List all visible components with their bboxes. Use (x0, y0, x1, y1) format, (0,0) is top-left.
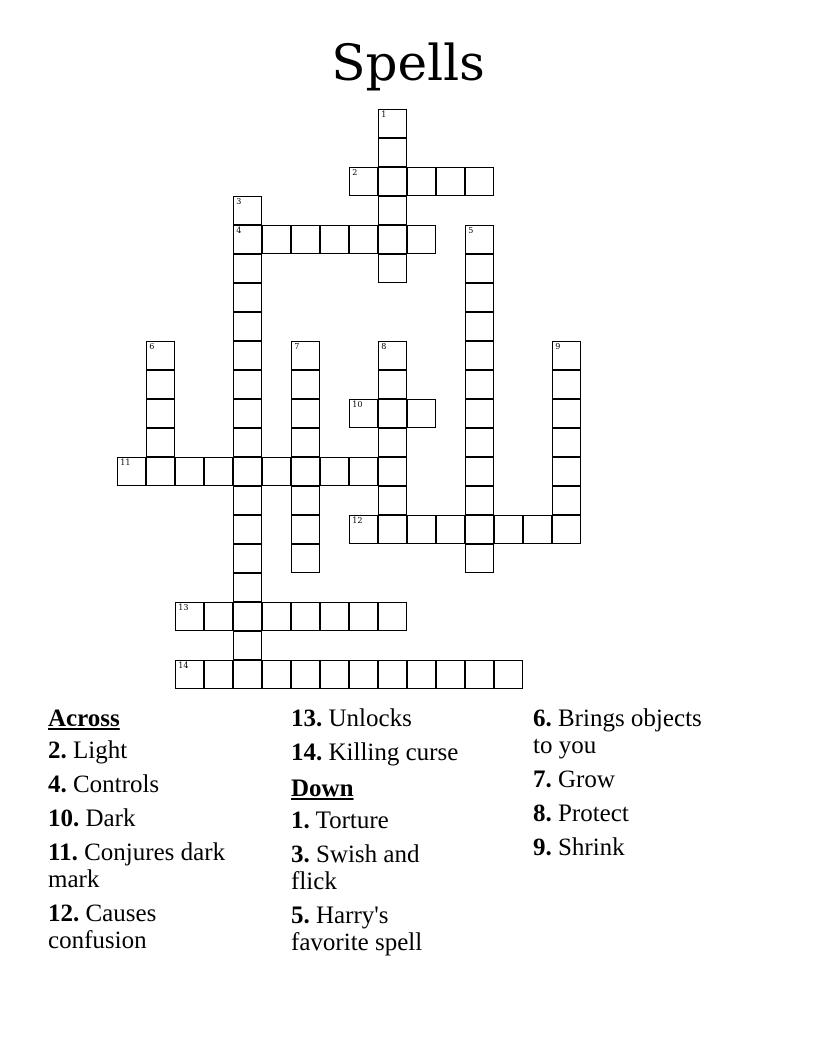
grid-cell[interactable] (349, 660, 378, 689)
grid-cell[interactable] (320, 457, 349, 486)
grid-cell[interactable] (291, 225, 320, 254)
grid-cell[interactable] (349, 167, 378, 196)
grid-cell[interactable] (291, 486, 320, 515)
grid-cell[interactable] (349, 602, 378, 631)
clue-down-3: 3. Swish and flick (291, 841, 420, 895)
grid-cell[interactable] (465, 370, 494, 399)
grid-cell[interactable] (465, 312, 494, 341)
clue-number: 5 (468, 226, 474, 236)
grid-cell[interactable] (465, 544, 494, 573)
grid-cell[interactable] (378, 225, 407, 254)
grid-cell[interactable] (204, 660, 233, 689)
grid-cell[interactable] (552, 399, 581, 428)
grid-cell[interactable] (175, 660, 204, 689)
grid-cell[interactable] (291, 428, 320, 457)
clue-number: 1 (381, 110, 387, 120)
grid-cell[interactable] (262, 225, 291, 254)
grid-cell[interactable] (407, 399, 436, 428)
grid-cell[interactable] (146, 428, 175, 457)
clue-across-12: 12. Causes confusion (48, 900, 157, 954)
grid-cell[interactable] (378, 167, 407, 196)
grid-cell[interactable] (407, 660, 436, 689)
grid-cell[interactable] (204, 457, 233, 486)
clue-down-5: 5. Harry's favorite spell (291, 902, 423, 956)
grid-cell[interactable] (291, 370, 320, 399)
grid-cell[interactable] (146, 341, 175, 370)
grid-cell[interactable] (320, 602, 349, 631)
clue-down-9: 9. Shrink (533, 834, 625, 861)
grid-cell[interactable] (349, 457, 378, 486)
clue-number: 10 (352, 400, 363, 410)
grid-cell[interactable] (378, 602, 407, 631)
grid-cell[interactable] (465, 428, 494, 457)
clue-across-2: 2. Light (48, 737, 128, 764)
across-heading: Across (48, 705, 120, 732)
clue-number: 14 (178, 661, 189, 671)
grid-cell[interactable] (262, 660, 291, 689)
grid-cell[interactable] (465, 167, 494, 196)
grid-cell[interactable] (320, 660, 349, 689)
grid-cell[interactable] (291, 660, 320, 689)
grid-cell[interactable] (378, 399, 407, 428)
grid-cell[interactable] (465, 486, 494, 515)
clue-down-1: 1. Torture (291, 807, 389, 834)
clue-number: 13 (178, 603, 189, 613)
grid-cell[interactable] (378, 109, 407, 138)
grid-cell[interactable] (378, 428, 407, 457)
grid-cell[interactable] (262, 457, 291, 486)
grid-cell[interactable] (378, 138, 407, 167)
grid-cell[interactable] (146, 399, 175, 428)
grid-cell[interactable] (233, 602, 262, 631)
grid-cell[interactable] (233, 370, 262, 399)
grid-cell[interactable] (552, 370, 581, 399)
clue-down-6: 6. Brings objects to you (533, 705, 702, 759)
grid-cell[interactable] (233, 283, 262, 312)
grid-cell[interactable] (291, 515, 320, 544)
grid-cell[interactable] (262, 602, 291, 631)
grid-cell[interactable] (378, 254, 407, 283)
grid-cell[interactable] (233, 515, 262, 544)
grid-cell[interactable] (233, 341, 262, 370)
grid-cell[interactable] (175, 602, 204, 631)
grid-cell[interactable] (233, 573, 262, 602)
grid-cell[interactable] (349, 515, 378, 544)
clue-down-8: 8. Protect (533, 800, 629, 827)
clue-across-13: 13. Unlocks (291, 705, 412, 732)
grid-cell[interactable] (465, 457, 494, 486)
grid-cell[interactable] (494, 660, 523, 689)
grid-cell[interactable] (552, 486, 581, 515)
clue-number: 3 (236, 197, 242, 207)
grid-cell[interactable] (233, 254, 262, 283)
grid-cell[interactable] (233, 399, 262, 428)
grid-cell[interactable] (465, 660, 494, 689)
grid-cell[interactable] (204, 602, 233, 631)
grid-cell[interactable] (291, 602, 320, 631)
clue-column-3 (533, 703, 773, 868)
grid-cell[interactable] (146, 370, 175, 399)
grid-cell[interactable] (291, 457, 320, 486)
grid-cell[interactable] (378, 660, 407, 689)
clue-number: 4 (236, 226, 242, 236)
grid-cell[interactable] (465, 225, 494, 254)
grid-cell[interactable] (436, 167, 465, 196)
grid-cell[interactable] (349, 225, 378, 254)
grid-cell[interactable] (349, 399, 378, 428)
grid-cell[interactable] (407, 225, 436, 254)
grid-cell[interactable] (378, 341, 407, 370)
clue-number: 12 (352, 516, 363, 526)
grid-cell[interactable] (146, 457, 175, 486)
grid-cell[interactable] (233, 457, 262, 486)
grid-cell[interactable] (465, 515, 494, 544)
grid-cell[interactable] (233, 428, 262, 457)
grid-cell[interactable] (436, 660, 465, 689)
grid-cell[interactable] (465, 399, 494, 428)
grid-cell[interactable] (233, 660, 262, 689)
grid-cell[interactable] (407, 515, 436, 544)
grid-cell[interactable] (233, 196, 262, 225)
clue-across-4: 4. Controls (48, 771, 160, 798)
grid-cell[interactable] (291, 399, 320, 428)
grid-cell[interactable] (552, 428, 581, 457)
clue-across-14: 14. Killing curse (291, 739, 459, 766)
grid-cell[interactable] (291, 544, 320, 573)
clue-number: 6 (149, 342, 155, 352)
grid-cell[interactable] (117, 457, 146, 486)
grid-cell[interactable] (233, 312, 262, 341)
grid-cell[interactable] (407, 167, 436, 196)
grid-cell[interactable] (378, 370, 407, 399)
grid-cell[interactable] (552, 457, 581, 486)
grid-cell[interactable] (378, 515, 407, 544)
clue-number: 2 (352, 168, 358, 178)
clue-number: 9 (555, 342, 561, 352)
clue-number: 7 (294, 342, 300, 352)
clue-column-1 (48, 703, 288, 961)
grid-cell[interactable] (378, 457, 407, 486)
grid-cell[interactable] (552, 515, 581, 544)
grid-cell[interactable] (233, 544, 262, 573)
grid-cell[interactable] (378, 196, 407, 225)
grid-cell[interactable] (233, 225, 262, 254)
clue-number: 8 (381, 342, 387, 352)
grid-cell[interactable] (233, 486, 262, 515)
clue-down-7: 7. Grow (533, 766, 615, 793)
grid-cell[interactable] (436, 515, 465, 544)
grid-cell[interactable] (378, 486, 407, 515)
down-heading: Down (291, 775, 354, 802)
grid-cell[interactable] (523, 515, 552, 544)
grid-cell[interactable] (175, 457, 204, 486)
clue-number: 11 (120, 458, 131, 468)
grid-cell[interactable] (552, 341, 581, 370)
puzzle-title: Spells (331, 34, 485, 92)
clue-across-11: 11. Conjures dark mark (48, 839, 226, 893)
grid-cell[interactable] (494, 515, 523, 544)
grid-cell[interactable] (465, 254, 494, 283)
grid-cell[interactable] (320, 225, 349, 254)
clue-across-10: 10. Dark (48, 805, 136, 832)
grid-cell[interactable] (465, 341, 494, 370)
grid-cell[interactable] (291, 341, 320, 370)
grid-cell[interactable] (233, 631, 262, 660)
clue-column-2 (291, 703, 531, 963)
grid-cell[interactable] (465, 283, 494, 312)
